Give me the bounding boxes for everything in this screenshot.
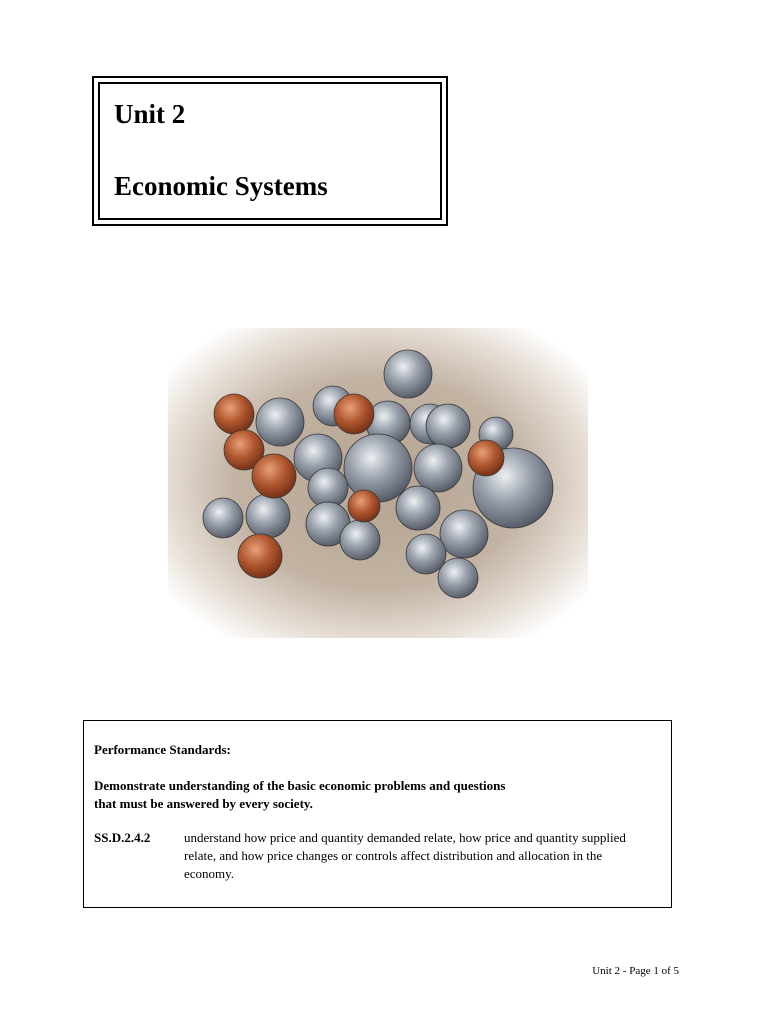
coin — [348, 490, 380, 522]
coin — [256, 398, 304, 446]
coins-photo — [168, 328, 588, 638]
title-box — [92, 76, 448, 226]
unit-title: Unit 2 — [114, 99, 186, 129]
coin — [203, 498, 243, 538]
coin — [440, 510, 488, 558]
title-inner-border — [98, 82, 442, 220]
coin — [414, 444, 462, 492]
coin — [252, 454, 296, 498]
page-footer: Unit 2 - Page 1 of 5 — [592, 965, 679, 977]
standard-item — [94, 829, 661, 883]
standards-heading: Performance Standards: — [94, 742, 231, 757]
coin — [438, 558, 478, 598]
coin — [384, 350, 432, 398]
coin — [238, 534, 282, 578]
coin — [344, 434, 412, 502]
coin — [214, 394, 254, 434]
coin — [468, 440, 504, 476]
coin — [406, 534, 446, 574]
standard-text: understand how price and quantity demanded relate, how price and quantity supplied relate, and how price changes or controls affect distribution and allocation in the economy. — [184, 830, 626, 881]
coin — [340, 520, 380, 560]
coin — [246, 494, 290, 538]
coin — [334, 394, 374, 434]
unit-name: Economic Systems — [114, 171, 328, 201]
standard-code: SS.D.2.4.2 — [94, 830, 151, 845]
coin — [396, 486, 440, 530]
coin — [426, 404, 470, 448]
performance-standards-box — [83, 720, 672, 908]
standards-goal: Demonstrate understanding of the basic economic problems and questions that must be answered by every society. — [94, 778, 506, 811]
